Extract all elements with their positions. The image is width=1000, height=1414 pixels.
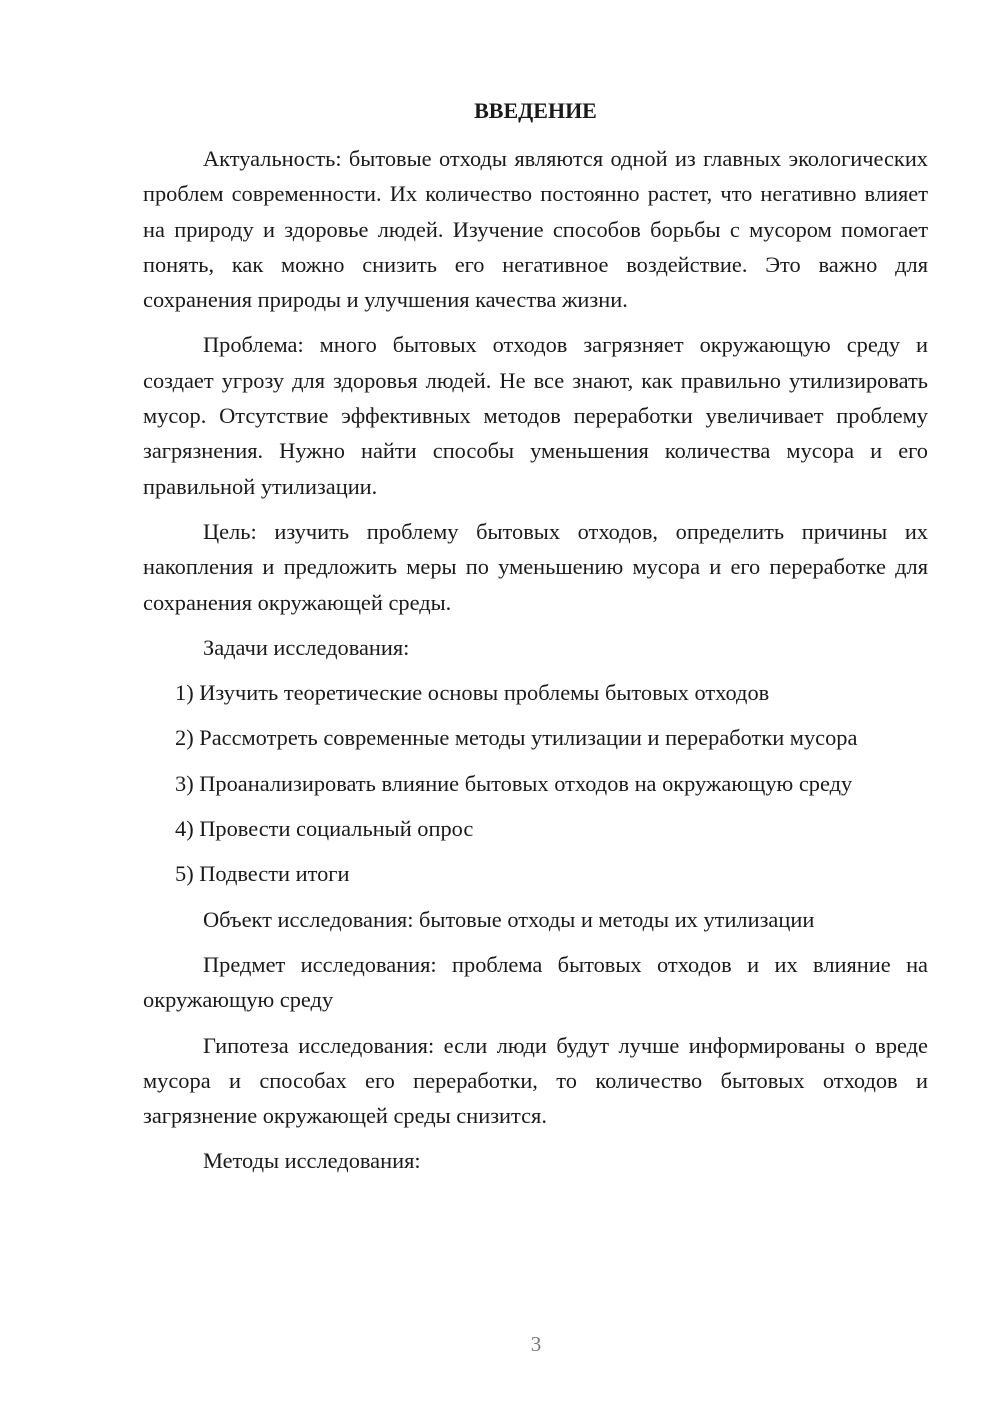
paragraph-object: Объект исследования: бытовые отходы и методы их утилизации [203,906,815,932]
document-body [143,141,928,1179]
list-item-task-3: 3) Проанализировать влияние бытовых отходов на окружающую среду [175,770,853,796]
list-item-task-1: 1) Изучить теоретические основы проблемы бытовых отходов [175,680,770,706]
paragraph-goal: Цель: изучить проблему бытовых отходов, определить причины их накопления и предложить меры по уменьшению мусора и его переработке для сохранения окружающей среды. [143,518,928,615]
paragraph-methods-title: Методы исследования: [203,1148,421,1174]
list-item-task-4: 4) Провести социальный опрос [175,816,474,842]
section-heading: ВВЕДЕНИЕ [474,98,597,123]
list-item-task-5: 5) Подвести итоги [175,861,350,887]
paragraph-relevance: Актуальность: бытовые отходы являются одной из главных экологических проблем современности. Их количество постоянно растет, что негативно влияет на природу и здоровье людей. Изучение способов борьбы с мусором помогает понять, как можно снизить его негативное воздействие. Это важно для сохранения природы и улучшения качества жизни. [143,146,928,313]
paragraph-subject: Предмет исследования: проблема бытовых отходов и их влияние на окружающую среду [143,951,928,1013]
paragraph-tasks-title: Задачи исследования: [203,634,410,660]
list-item-task-2: 2) Рассмотреть современные методы утилизации и переработки мусора [175,725,858,751]
page-number: 3 [530,1332,542,1356]
paragraph-problem: Проблема: много бытовых отходов загрязняет окружающую среду и создает угрозу для здоровья людей. Не все знают, как правильно утилизировать мусор. Отсутствие эффективных методов переработки увеличивает проблему загрязнения. Нужно найти способы уменьшения количества мусора и его правильной утилизации. [143,332,928,499]
paragraph-hypothesis: Гипотеза исследования: если люди будут лучше информированы о вреде мусора и способах его переработки, то количество бытовых отходов и загрязнение окружающей среды снизится. [143,1032,928,1129]
